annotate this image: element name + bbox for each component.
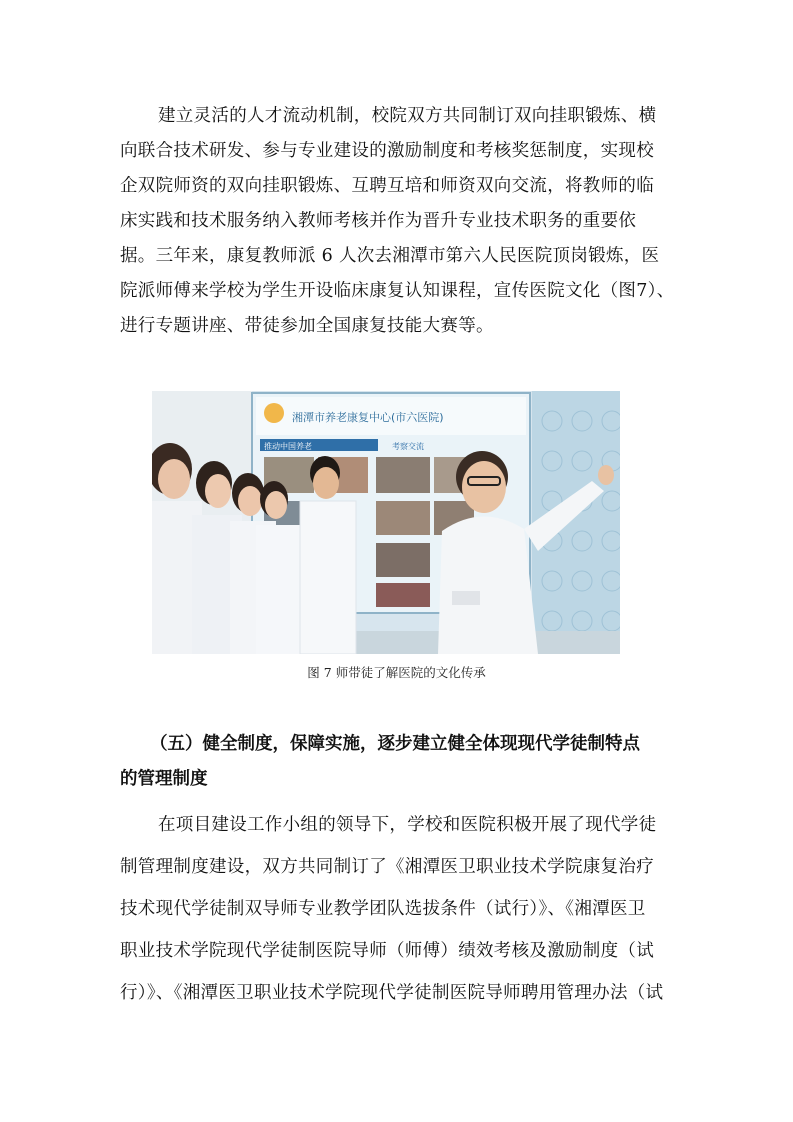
paragraph-2-line-5: 行）》、《湘潭医卫职业技术学院现代学徒制医院导师聘用管理办法（试 — [120, 983, 664, 1003]
paragraph-1-line-2: 向联合技术研发、参与专业建设的激励制度和考核奖惩制度，实现校 — [120, 141, 654, 161]
paragraph-2-line-4: 职业技术学院现代学徒制医院导师（师傅）绩效考核及激励制度（试 — [120, 941, 654, 961]
paragraph-1-line-7: 进行专题讲座、带徒参加全国康复技能大赛等。 — [120, 316, 494, 336]
figure-7-photo — [152, 391, 620, 654]
section-5-heading-line-1: （五）健全制度，保障实施，逐步建立健全体现现代学徒制特点 — [150, 734, 640, 754]
board-title: 湘潭市养老康复中心(市六医院) — [292, 411, 444, 424]
photo-illustration — [152, 391, 620, 654]
board-banner: 推动中国养老 — [264, 442, 312, 451]
paragraph-2-line-3: 技术现代学徒制双导师专业教学团队选拔条件（试行）》、《湘潭医卫 — [120, 899, 646, 919]
paragraph-2-line-1: 在项目建设工作小组的领导下，学校和医院积极开展了现代学徒 — [158, 815, 657, 835]
board-subtitle: 考察交流 — [392, 442, 424, 451]
figure-7-caption: 图 7 师带徒了解医院的文化传承 — [307, 665, 486, 680]
paragraph-1-line-1: 建立灵活的人才流动机制，校院双方共同制订双向挂职锻炼、横 — [158, 106, 657, 126]
paragraph-1-line-5: 据。三年来，康复教师派 6 人次去湘潭市第六人民医院顶岗锻炼，医 — [120, 246, 660, 266]
paragraph-1-line-4: 床实践和技术服务纳入教师考核并作为晋升专业技术职务的重要依 — [120, 211, 637, 231]
paragraph-1-line-3: 企双院师资的双向挂职锻炼、互聘互培和师资双向交流，将教师的临 — [120, 176, 654, 196]
paragraph-2-line-2: 制管理制度建设，双方共同制订了《湘潭医卫职业技术学院康复治疗 — [120, 857, 654, 877]
paragraph-1-line-6: 院派师傅来学校为学生开设临床康复认知课程，宣传医院文化（图7）、 — [120, 281, 675, 301]
section-5-heading-line-2: 的管理制度 — [120, 769, 208, 789]
